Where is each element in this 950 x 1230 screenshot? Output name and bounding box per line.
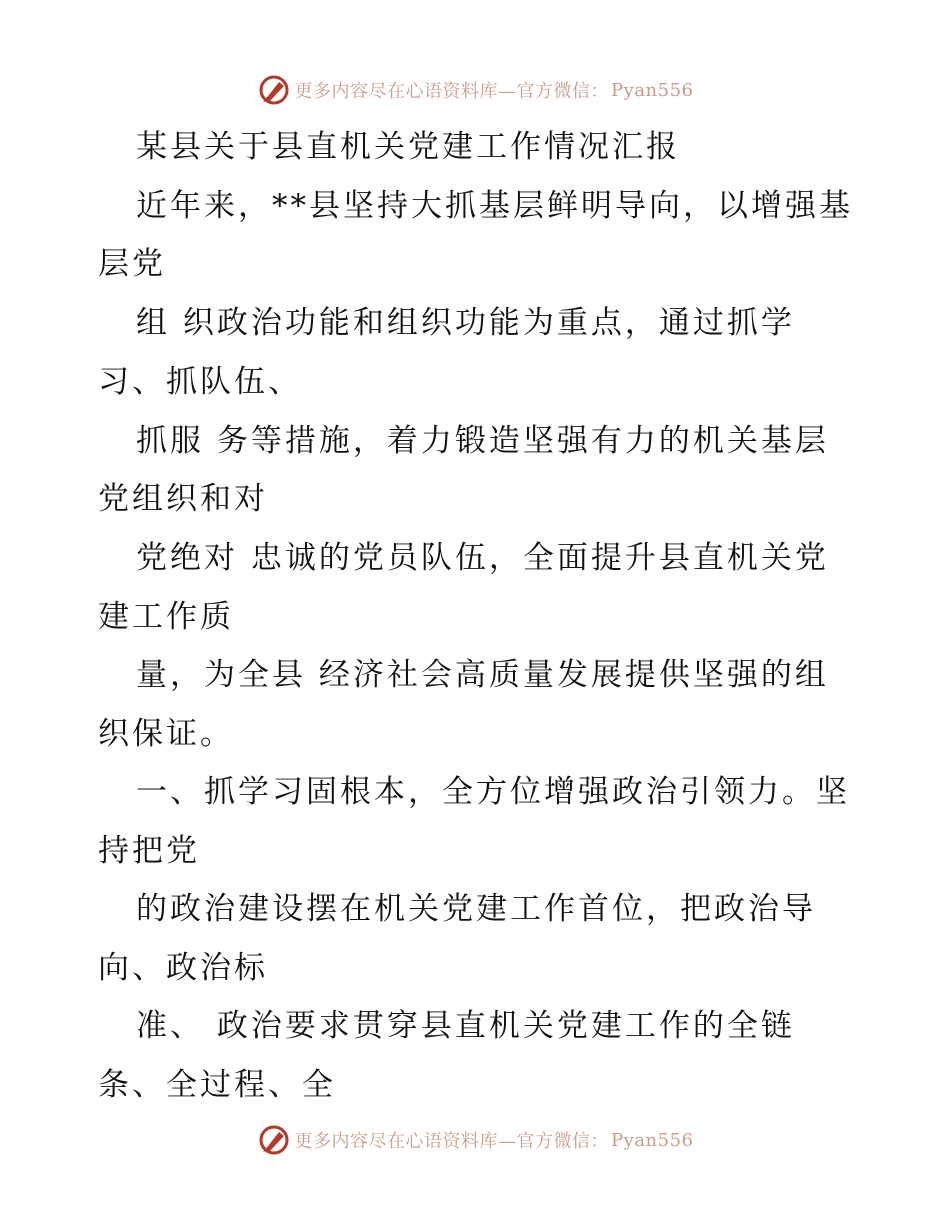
header-wechat-id: Pyan556: [611, 79, 694, 101]
section-heading-line: 一、抓学习固根本，全方位增强政治引领力。坚: [136, 774, 850, 810]
text-line: 建工作质: [98, 599, 234, 635]
footer-wechat-id: Pyan556: [611, 1129, 694, 1151]
text-line: 抓服 务等措施，着力锻造坚强有力的机关基层: [136, 423, 829, 459]
text-line: 向、政治标: [98, 950, 268, 986]
text-line: 层党: [98, 246, 166, 282]
text-line: 量，为全县 经济社会高质量发展提供坚强的组: [136, 657, 829, 693]
text-line: 条、全过程、全: [98, 1067, 336, 1103]
text-line: 织保证。: [98, 716, 234, 752]
text-line: 党组织和对: [98, 481, 268, 517]
text-line: 持把党: [98, 833, 200, 869]
text-line: 习、抓队伍、: [98, 364, 302, 400]
footer-watermark-banner: [0, 1120, 950, 1160]
pen-nib-logo-icon: [257, 1123, 291, 1157]
text-line: 近年来，**县坚持大抓基层鲜明导向，以增强基: [136, 188, 853, 224]
text-line: 的政治建设摆在机关党建工作首位，把政治导: [136, 891, 816, 927]
document-title: 某县关于县直机关党建工作情况汇报: [136, 129, 680, 165]
header-banner-text: 更多内容尽在心语资料库—官方微信：: [294, 81, 610, 102]
footer-banner-text: 更多内容尽在心语资料库—官方微信：: [294, 1131, 610, 1152]
text-line: 党绝对 忠诚的党员队伍，全面提升县直机关党: [136, 540, 829, 576]
text-line: 准、 政治要求贯穿县直机关党建工作的全链: [136, 1008, 795, 1044]
text-line: 组 织政治功能和组织功能为重点，通过抓学: [136, 305, 795, 341]
